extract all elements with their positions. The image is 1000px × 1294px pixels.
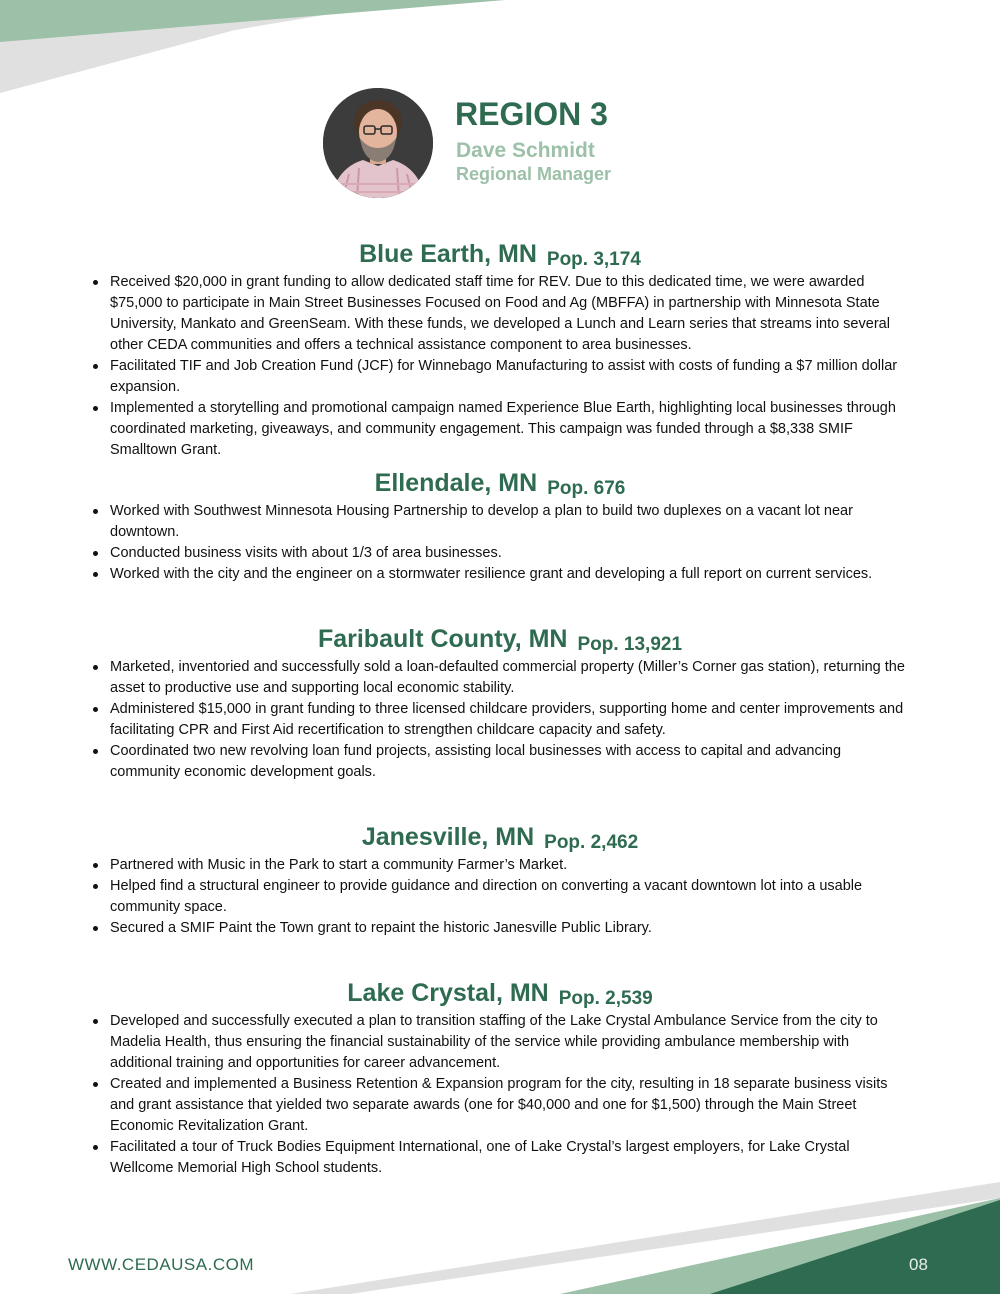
community-heading	[90, 465, 910, 501]
community-population: Pop. 3,174	[546, 249, 641, 270]
community-population: Pop. 13,921	[577, 634, 683, 655]
community-faribault-county	[90, 621, 910, 783]
bullet-item: Marketed, inventoried and successfully sold a loan-defaulted commercial property (Miller’s Corner gas station), returning the asset to productive use and supporting local economic stability.	[110, 657, 910, 699]
manager-portrait	[323, 88, 433, 198]
community-janesville	[90, 819, 910, 939]
bullet-item: Worked with the city and the engineer on a stormwater resilience grant and developing a full report on current services.	[110, 564, 910, 585]
community-name: Janesville, MN	[361, 823, 535, 851]
community-name: Faribault County, MN	[317, 625, 568, 653]
region-title: REGION 3	[455, 96, 608, 132]
community-population: Pop. 2,539	[558, 988, 653, 1009]
bullet-item: Implemented a storytelling and promotional campaign named Experience Blue Earth, highlighting local businesses through coordinated marketing, giveaways, and community engagement. This campaign was funded through a $8,338 SMIF Smalltown Grant.	[110, 398, 910, 461]
manager-name: Dave Schmidt	[456, 139, 595, 162]
bullet-item: Worked with Southwest Minnesota Housing Partnership to develop a plan to build two duplexes on a vacant lot near downtown.	[110, 501, 910, 543]
community-blue-earth	[90, 236, 910, 461]
community-heading	[90, 819, 910, 855]
community-name: Blue Earth, MN	[359, 240, 537, 268]
community-bullets	[90, 657, 910, 783]
communities-list	[90, 236, 910, 1179]
bullet-item: Developed and successfully executed a plan to transition staffing of the Lake Crystal Ambulance Service from the city to Madelia Health, thus ensuring the financial sustainability of the service while providing ambulance membership with additional training and opportunities for career advancement.	[110, 1011, 910, 1074]
bullet-item: Helped find a structural engineer to provide guidance and direction on converting a vacant downtown lot into a usable community space.	[110, 876, 910, 918]
bullet-item: Administered $15,000 in grant funding to three licensed childcare providers, supporting home and center improvements and facilitating CPR and First Aid recertification to strengthen childcare capacity and safety.	[110, 699, 910, 741]
community-heading	[90, 975, 910, 1011]
manager-photo	[323, 88, 433, 198]
community-ellendale	[90, 465, 910, 585]
community-bullets	[90, 855, 910, 939]
bullet-item: Received $20,000 in grant funding to allow dedicated staff time for REV. Due to this dedicated time, we were awarded $75,000 to participate in Main Street Businesses Focused on Food and Ag (MBFFA) in partnership with Minnesota State University, Mankato and GreenSeam. With these funds, we developed a Lunch and Learn series that streams into several other CEDA communities and offers a technical assistance component to area businesses.	[110, 272, 910, 356]
top-light-green-stripe	[0, 0, 505, 42]
community-bullets	[90, 272, 910, 461]
bullet-item: Facilitated a tour of Truck Bodies Equipment International, one of Lake Crystal’s largest employers, for Lake Crystal Wellcome Memorial High School students.	[110, 1137, 910, 1179]
page-number: 08	[909, 1255, 928, 1274]
community-name: Lake Crystal, MN	[347, 979, 549, 1007]
community-population: Pop. 676	[547, 478, 626, 499]
bullet-item: Coordinated two new revolving loan fund projects, assisting local businesses with access to capital and advancing community economic development goals.	[110, 741, 910, 783]
community-name: Ellendale, MN	[374, 469, 538, 497]
website-link[interactable]: WWW.CEDAUSA.COM	[68, 1255, 254, 1274]
bullet-item: Facilitated TIF and Job Creation Fund (JCF) for Winnebago Manufacturing to assist with costs of funding a $7 million dollar expansion.	[110, 356, 910, 398]
bullet-item: Secured a SMIF Paint the Town grant to repaint the historic Janesville Public Library.	[110, 918, 910, 939]
community-lake-crystal	[90, 975, 910, 1179]
community-heading	[90, 621, 910, 657]
bullet-item: Partnered with Music in the Park to start a community Farmer’s Market.	[110, 855, 910, 876]
community-heading	[90, 236, 910, 272]
community-population: Pop. 2,462	[544, 832, 639, 853]
bullet-item: Conducted business visits with about 1/3 of area businesses.	[110, 543, 910, 564]
region-header	[323, 88, 683, 200]
bullet-item: Created and implemented a Business Retention & Expansion program for the city, resulting in 18 separate business visits and grant assistance that yielded two separate awards (one for $40,000 and one for $1,500) through the Main Street Economic Revitalization Grant.	[110, 1074, 910, 1137]
manager-title: Regional Manager	[456, 164, 612, 184]
community-bullets	[90, 1011, 910, 1179]
community-bullets	[90, 501, 910, 585]
